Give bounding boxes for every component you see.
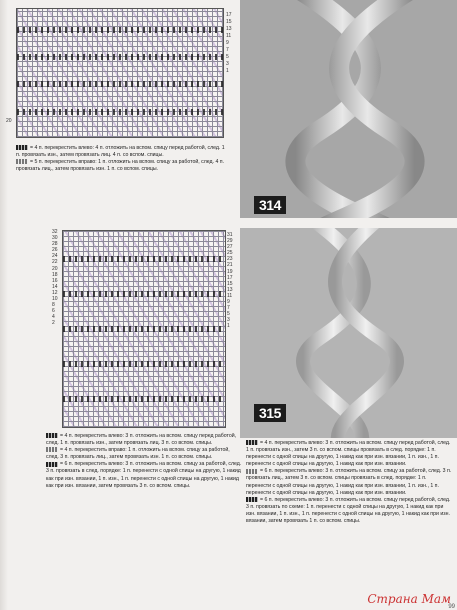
- row-number: 11: [227, 292, 233, 299]
- row-number: 5: [227, 311, 230, 318]
- row-number: 10: [52, 296, 58, 303]
- row-number: 17: [227, 274, 233, 281]
- cross-right-symbol: [46, 447, 58, 452]
- cross-6-left-symbol: [46, 462, 58, 467]
- row-number: 1: [226, 68, 229, 74]
- legend-item: = 6 п. перекрестить влево: 3 п. отложить на вспом. спицу за работой, след. 3 п. провязать лиц., затем 3 п. со вспом. спицы провязать в след. порядке: 1 п. перенести с одной спицы на другую, 1 накид как при изн. вязании, 1 п. изн., 1 п. перенести с одной спицы на другую, 1 накид как при изн. вязании.: [246, 468, 452, 496]
- legend-315-right: [246, 440, 452, 525]
- legend-item: = 4 п. перекрестить вправо: 1 п. отложить на вспом. спицу за работой, след. 3 п. провязать лиц., затем провязать изн. 1 п. со вспом. спицы.: [46, 447, 230, 461]
- row-number: 9: [226, 40, 229, 46]
- row-number: 2: [52, 320, 55, 327]
- cross-left-symbol: [246, 440, 258, 445]
- row-number: 15: [226, 19, 232, 25]
- row-number: 13: [226, 26, 232, 32]
- photo-314: [240, 0, 457, 218]
- photo-number-badge: 314: [254, 196, 286, 214]
- row-number: 3: [227, 317, 230, 324]
- row-numbers-315-right: [227, 232, 233, 330]
- legend-item: = 5 п. перекрестить вправо: 1 п. отложить на вспом. спицу за работой, след. 4 п. провязать лиц., затем провязать изн. 1 п. со вспом. спицы.: [16, 159, 225, 173]
- row-number: 7: [226, 47, 229, 53]
- legend-item: = 4 п. перекрестить влево: 3 п. отложить на вспом. спицу перед работой, след. 1 п. провязать изн., затем провязать лиц. 3 п. со вспом. спицы.: [46, 433, 237, 447]
- row-number: 11: [226, 33, 232, 39]
- photo-315: [240, 228, 457, 438]
- legend-item: = 4 п. перекрестить влево: 4 п. отложить на вспом. спицу перед работой, след. 1 п. провязать изн., затем провязать лиц. 4 п. со вспом. спицы.: [16, 145, 225, 159]
- row-number: 15: [227, 280, 233, 287]
- row-number: 6: [52, 308, 55, 315]
- row-number: 22: [52, 259, 58, 266]
- row-numbers-315-left: [52, 229, 58, 327]
- legend-item: = 4 п. перекрестить влево: 3 п. отложить на вспом. спицу перед работой, след. 1 п. провязать изн., затем 3 п. со вспом. спицы провязать в след. порядке: 1 п. перенести с одной спицы на другую, 1 накид как при изн. вязании, 1 п. изн., 1 п. перенести с одной спицы на другую, 1 накид как при изн. вязании.: [246, 440, 451, 468]
- cross-right-symbol: [16, 159, 28, 164]
- page-edge: [0, 0, 8, 610]
- row-number: 1: [227, 323, 230, 330]
- row-number: 9: [227, 299, 230, 306]
- row-number: 21: [227, 262, 233, 269]
- row-number: 7: [227, 305, 230, 312]
- row-number: 23: [227, 256, 233, 263]
- row-numbers-314-right: [226, 12, 232, 75]
- row-number: 20: [52, 265, 58, 272]
- row-number: 5: [226, 54, 229, 60]
- row-number: 27: [227, 244, 233, 251]
- photo-number-badge: 315: [254, 404, 286, 422]
- row-number: 24: [52, 253, 58, 260]
- row-number: 12: [52, 289, 58, 296]
- cable-knit-photo-314: [240, 0, 457, 218]
- watermark: Страна Мам: [367, 592, 451, 606]
- cross-6-left-symbol: [246, 497, 258, 502]
- cross-left-symbol: [16, 145, 28, 150]
- row-number: 16: [52, 277, 58, 284]
- legend-314: [16, 145, 228, 173]
- chart-314: [16, 8, 224, 138]
- row-number: 32: [52, 229, 58, 235]
- row-number: 13: [227, 286, 233, 293]
- cross-6-left-symbol: [246, 469, 258, 474]
- row-number: 4: [52, 314, 55, 321]
- legend-item: = 6 п. перекрестить влево: 3 п. отложить на вспом. спицу за работой, след. 3 п. провязать в след. порядке: 1 п. перенести с одной спицы на другую, 1 накид как при изн. вязании, 1 п. изн., 1 п. перенести с одной спицы на другую, 1 накид как при изн. вязании, затем провязать 3 п. со вспом. спицы.: [46, 461, 242, 489]
- row-number: 31: [227, 232, 233, 238]
- row-numbers-314-left: [6, 118, 12, 125]
- row-number: 3: [226, 61, 229, 67]
- row-number: 19: [227, 268, 233, 275]
- row-number: 20: [6, 118, 12, 124]
- chart-315: [62, 230, 226, 428]
- row-number: 26: [52, 247, 58, 254]
- cross-left-symbol: [46, 433, 58, 438]
- legend-item: = 6 п. перекрестить влево: 3 п. отложить на вспом. спицу перед работой, след. 3 п. провязать по схеме: 1 п. перенести с одной спицы на другую, 1 накид как при изн. вязании, 1 п. изн., 1 п. перенести с одной спицы на другую, 1 накид как при изн. вязании, затем провязать 1 п. со вспом. спицы.: [246, 496, 451, 525]
- row-number: 18: [52, 271, 58, 278]
- page-number: 99: [448, 604, 455, 610]
- row-number: 28: [52, 241, 58, 248]
- row-number: 29: [227, 238, 233, 245]
- row-number: 17: [226, 12, 232, 18]
- legend-315: [46, 433, 242, 490]
- row-number: 30: [52, 235, 58, 242]
- row-number: 14: [52, 283, 58, 290]
- row-number: 25: [227, 250, 233, 257]
- row-number: 8: [52, 302, 55, 309]
